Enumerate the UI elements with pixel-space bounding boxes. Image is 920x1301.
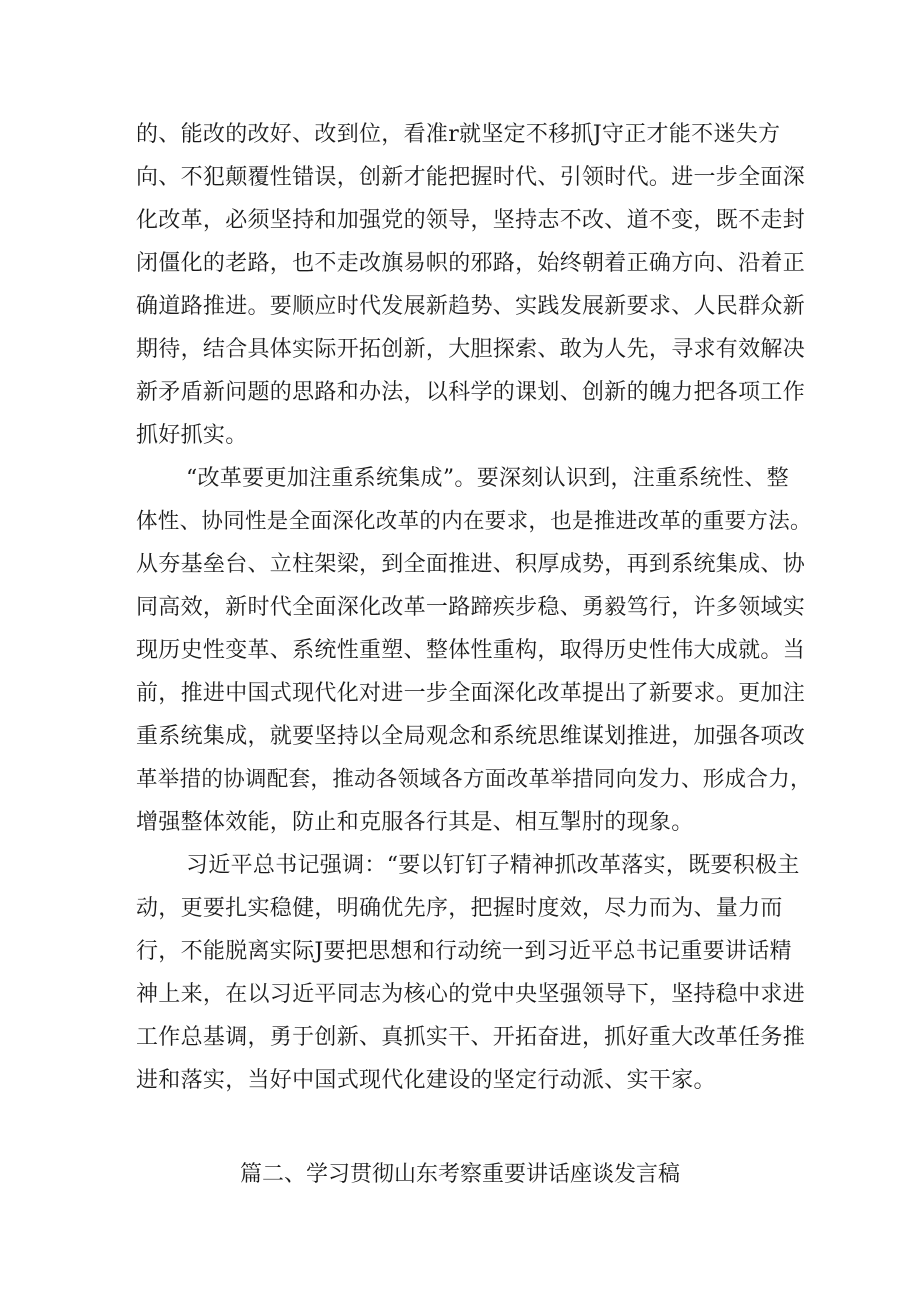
paragraph-1-line-4: 闭僵化的老路，也不走改旗易帜的邪路，始终朝着正确方向、沿着正 [136,251,806,276]
paragraph-2-line-2: 体性、协同性是全面深化改革的内在要求，也是推进改革的重要方法。 [136,509,812,534]
paragraph-3-line-1: 习近平总书记强调：“要以钉钉子精神抓改革落实，既要积极主 [186,853,800,878]
paragraph-3-line-4: 神上来，在以习近平同志为核心的党中央坚强领导下，坚持稳中求进 [136,982,806,1007]
paragraph-3-line-6: 进和落实，当好中国式现代化建设的坚定行动派、实干家。 [136,1068,716,1093]
paragraph-1-line-2: 向、不犯颠覆性错误，创新才能把握时代、引领时代。进一步全面深 [136,165,806,190]
section-heading: 篇二、学习贯彻山东考察重要讲话座谈发言稿 [239,1162,680,1187]
paragraph-2-line-1: “改革要更加注重系统集成”。要深刻认识到，注重系统性、整 [186,466,789,491]
paragraph-1-line-1: 的、能改的改好、改到位，看准r就坚定不移抓J守正才能不迷失方 [136,122,781,147]
paragraph-1-line-3: 化改革，必须坚持和加强党的领导，坚持志不改、道不变，既不走封 [136,208,806,233]
paragraph-2-line-5: 现历史性变革、系统性重塑、整体性重构，取得历史性伟大成就。当 [136,638,806,663]
paragraph-2-line-6: 前，推进中国式现代化对进一步全面深化改革提出了新要求。更加注 [136,681,806,706]
paragraph-1-line-6: 期待，结合具体实际开拓创新，大胆探索、敢为人先，寻求有效解决 [136,337,806,362]
paragraph-3-line-3: 行，不能脱离实际J要把思想和行动统一到习近平总书记重要讲话精 [136,939,792,964]
paragraph-2-line-3: 从夯基垒台、立柱架梁，到全面推进、积厚成势，再到系统集成、协 [136,552,806,577]
paragraph-1-line-5: 确道路推进。要顺应时代发展新趋势、实践发展新要求、人民群众新 [136,294,806,319]
paragraph-2-line-7: 重系统集成，就要坚持以全局观念和系统思维谋划推进，加强各项改 [136,724,806,749]
paragraph-1-line-8: 抓好抓实。 [136,423,248,448]
paragraph-2-line-8: 革举措的协调配套，推动各领域各方面改革举措同向发力、形成合力， [136,767,812,792]
paragraph-1-line-7: 新矛盾新问题的思路和办法，以科学的课划、创新的魄力把各项工作 [136,380,806,405]
paragraph-3-line-5: 工作总基调，勇于创新、真抓实干、开拓奋进，抓好重大改革任务推 [136,1025,806,1050]
paragraph-3-line-2: 动，更要扎实稳健，明确优先序，把握时度效，尽力而为、量力而 [136,896,783,921]
paragraph-2-line-4: 同高效，新时代全面深化改革一路蹄疾步稳、勇毅笃行，许多领域实 [136,595,806,620]
paragraph-2-line-9: 增强整体效能，防止和克服各行其是、相互掣肘的现象。 [136,810,694,835]
